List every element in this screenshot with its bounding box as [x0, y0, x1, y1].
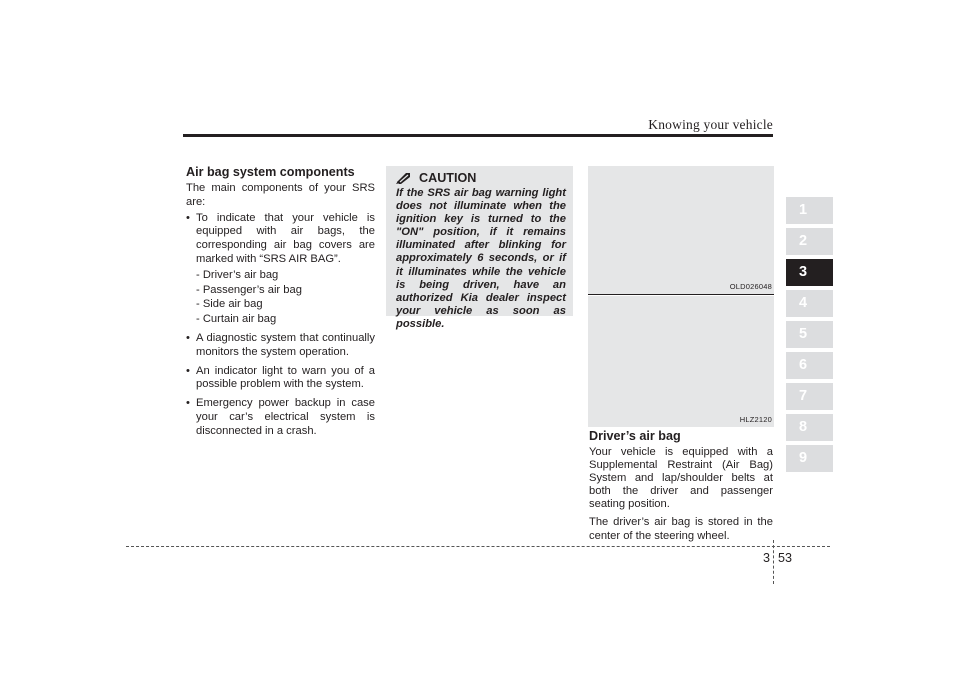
- chapter-tab-4[interactable]: 4: [786, 290, 833, 317]
- chapter-tabs: [786, 197, 833, 476]
- page-number: 53: [778, 551, 793, 565]
- airbag-sublist: [196, 269, 375, 327]
- components-list: [186, 212, 375, 439]
- page-chapter: 3: [762, 551, 770, 565]
- list-item-text: To indicate that your vehicle is equipped with air bags, the corresponding air bag covers are marked with “SRS AIR BAG”.: [196, 211, 375, 265]
- bullet-icon: •: [186, 364, 190, 377]
- paragraph: Your vehicle is equipped with a Supplemental Restraint (Air Bag) System and lap/shoulder belts at both the driver and passenger seating position.: [589, 446, 773, 511]
- header-rule: [183, 134, 773, 137]
- caution-text: If the SRS air bag warning light does not illuminate when the ignition key is turned to the "ON" position, if it remains illuminated after blinking for approximately 6 seconds, or if it illuminates while the vehicle is being driven, have an authorized Kia dealer inspect your vehicle as soon as possible.: [396, 187, 566, 330]
- sub-item: - Driver’s air bag: [196, 268, 279, 281]
- figure-code: OLD026048: [729, 282, 772, 291]
- sub-item: - Passenger’s air bag: [196, 283, 302, 296]
- sub-item: - Side air bag: [196, 298, 263, 311]
- list-item: [186, 365, 375, 393]
- chapter-tab-6[interactable]: 6: [786, 352, 833, 379]
- bullet-icon: •: [186, 211, 190, 224]
- components-intro: The main components of your SRS are:: [186, 182, 375, 208]
- chapter-tab-1[interactable]: 1: [786, 197, 833, 224]
- chapter-tab-9[interactable]: 9: [786, 445, 833, 472]
- figure-steering-wheel: [588, 166, 774, 294]
- paragraph: The driver’s air bag is stored in the center of the steering wheel.: [589, 516, 773, 542]
- bullet-icon: •: [186, 331, 190, 344]
- list-item-text: A diagnostic system that continually monitors the system operation.: [196, 331, 375, 358]
- right-column: [589, 428, 773, 545]
- footer-divider: [126, 546, 830, 547]
- figure-code: HLZ2120: [739, 415, 772, 424]
- figure-airbag-deployment: [588, 296, 774, 427]
- components-heading: Air bag system components: [186, 165, 355, 179]
- footer-page-divider: [773, 540, 774, 584]
- list-item-text: Emergency power backup in case your car’s electrical system is disconnected in a crash.: [196, 397, 375, 437]
- sub-item: - Curtain air bag: [196, 313, 277, 326]
- list-item: [186, 397, 375, 438]
- left-column: [186, 164, 375, 444]
- drivers-airbag-heading: Driver’s air bag: [589, 429, 681, 443]
- section-title: Knowing your vehicle: [648, 117, 773, 132]
- chapter-tab-2[interactable]: 2: [786, 228, 833, 255]
- chapter-tab-7[interactable]: 7: [786, 383, 833, 410]
- caution-box: [386, 166, 573, 330]
- chapter-tab-3[interactable]: 3: [786, 259, 833, 286]
- list-item-text: An indicator light to warn you of a possible problem with the system.: [196, 364, 375, 391]
- caution-pen-icon: [396, 172, 412, 184]
- figure-divider: [588, 294, 774, 295]
- chapter-tab-5[interactable]: 5: [786, 321, 833, 348]
- caution-title: CAUTION: [419, 171, 477, 185]
- chapter-tab-8[interactable]: 8: [786, 414, 833, 441]
- list-item: [186, 212, 375, 327]
- list-item: [186, 332, 375, 360]
- bullet-icon: •: [186, 397, 190, 410]
- caution-header: [396, 170, 566, 186]
